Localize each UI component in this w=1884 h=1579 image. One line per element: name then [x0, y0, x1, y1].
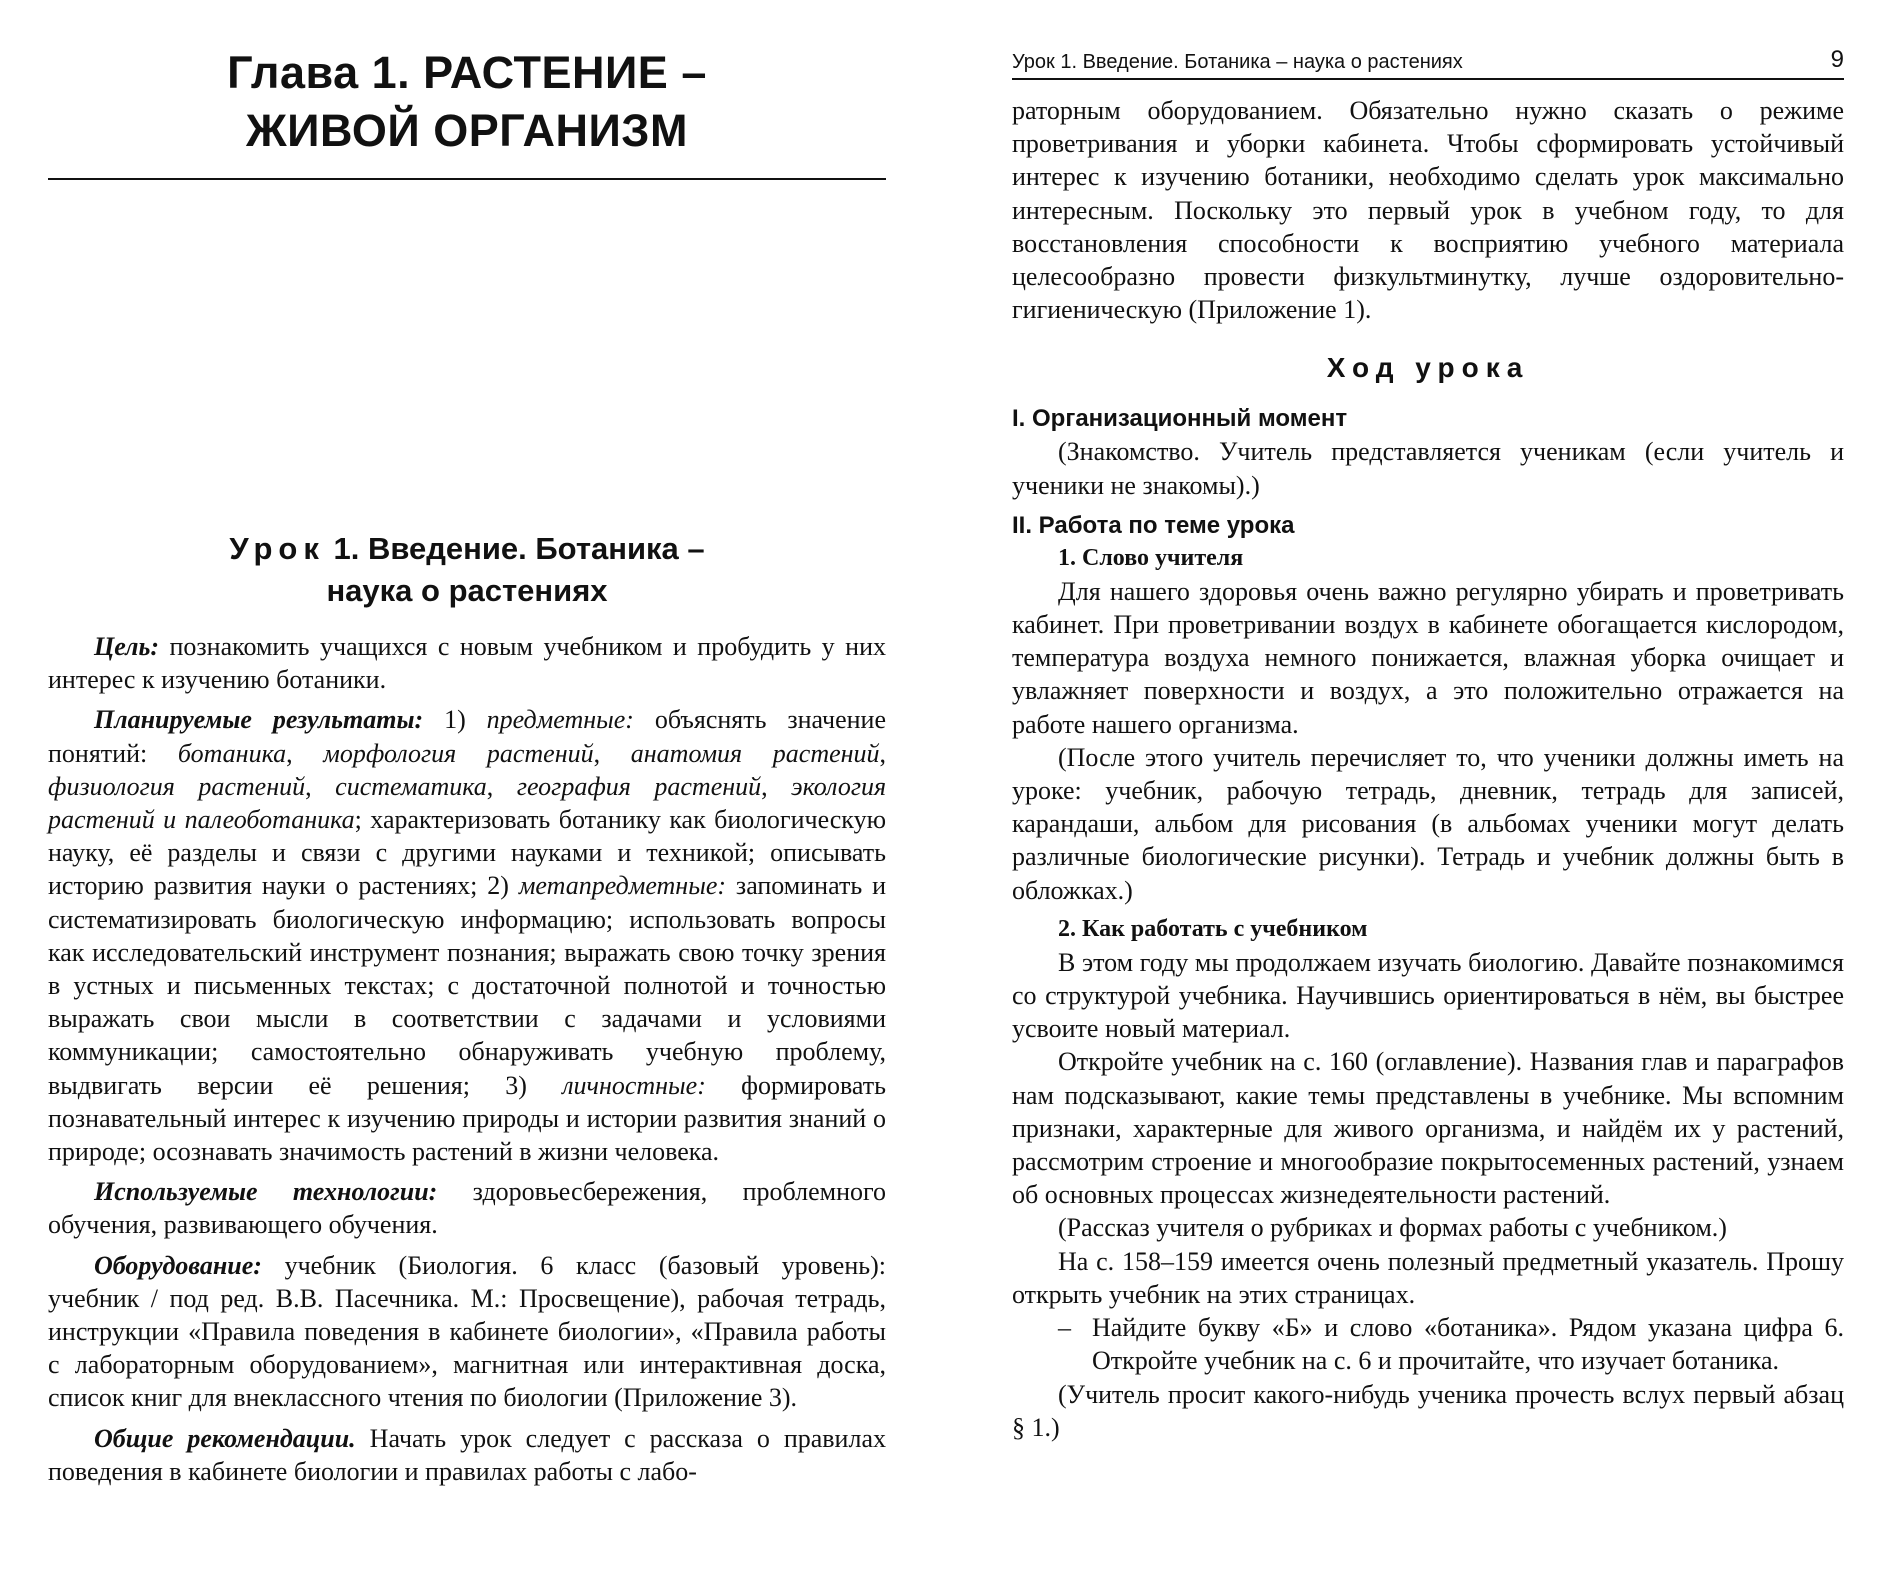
- technologies-paragraph: [48, 1175, 886, 1241]
- subsection-1-heading: 1. Слово учителя: [1058, 544, 1244, 571]
- results-text: ,: [305, 771, 336, 801]
- results-italic: метапредметные:: [518, 871, 727, 901]
- equipment-text: учебник (Биология. 6 класс (базовый уровень): учебник / под ред. В.В. Пасечника. М.: Просвещение), рабочая тетрадь, инструкции «Правила поведения в кабинете биологии», «Правила работы с лабораторным оборудованием», магнитная или интерактивная доска, список книг для внеклассного чтения по биологии (Приложение 3).: [48, 1250, 886, 1413]
- chapter-title-line-2: ЖИВОЙ ОРГАНИЗМ: [246, 105, 688, 156]
- results-italic: систематика: [335, 771, 487, 801]
- results-italic: личностные:: [562, 1070, 706, 1100]
- goal-label: Цель:: [94, 632, 159, 661]
- results-text: ,: [761, 771, 792, 801]
- dash-marker: –: [1058, 1313, 1071, 1343]
- subsection-2-paragraph: В этом году мы продолжаем изучать биологию. Давайте познакомимся со структурой учебника. Научившись ориентироваться в нём, вы быстрее усвоите новый материал.: [1012, 947, 1844, 1044]
- results-text: 1): [423, 705, 487, 735]
- page-number: 9: [1830, 46, 1844, 73]
- equipment-paragraph: [48, 1249, 886, 1415]
- section-2-heading: II. Работа по теме урока: [1012, 511, 1295, 539]
- results-text: ,: [286, 738, 324, 768]
- results-text: ; характеризовать ботанику как биологическую науку, её разделы и связи с другими науками и техникой; описывать историю развития науки о растениях; 2): [48, 805, 886, 901]
- results-text: формировать познавательный интерес к изучению природы и истории развития знаний о природе; осознавать значимость растений в жизни человека.: [48, 1070, 886, 1167]
- recommendations-text: Начать урок следует с рассказа о правилах поведения в кабинете биологии и правилах работы с лабо-: [48, 1423, 886, 1486]
- results-text: ,: [879, 738, 887, 768]
- lesson-title: [48, 528, 886, 612]
- results-label: Планируемые результаты:: [94, 705, 424, 735]
- recommendations-paragraph: [48, 1422, 886, 1488]
- results-italic: анатомия растений: [630, 738, 880, 768]
- chapter-title-line-1: Глава 1. РАСТЕНИЕ –: [227, 47, 707, 98]
- subsection-2-heading: 2. Как работать с учебником: [1058, 915, 1368, 942]
- continuation-paragraph: раторным оборудованием. Обязательно нужно сказать о режиме проветривания и уборки кабинета. Чтобы сформировать устойчивый интерес к изучению ботаники, необходимо сделать урок максимально интересным. Поскольку это первый урок в учебном году, то для восстановления способности к восприятию учебного материала целесообразно провести физкультминутку, лучше оздоровительно-гигиеническую (Приложение 1).: [1012, 96, 1844, 325]
- technologies-label: Используемые технологии:: [94, 1177, 438, 1207]
- results-italic: география растений: [516, 771, 762, 801]
- results-text: ,: [486, 771, 517, 801]
- dash-item-text: Найдите букву «Б» и слово «ботаника». Рядом указана цифра 6. Откройте учебник на с. 6 и прочитайте, что изучает ботаника.: [1092, 1313, 1844, 1376]
- subsection-2-paragraph: На с. 158–159 имеется очень полезный предметный указатель. Прошу открыть учебник на этих страницах.: [1012, 1246, 1844, 1309]
- lesson-title-prefix: Урок: [229, 531, 325, 566]
- running-head-title: Урок 1. Введение. Ботаника – наука о растениях: [1012, 51, 1463, 73]
- left-page: [48, 0, 886, 1495]
- results-italic: ботаника: [177, 738, 287, 768]
- section-1-heading: I. Организационный момент: [1012, 405, 1348, 433]
- goal-text: познакомить учащихся с новым учебником и пробудить у них интерес к изучению ботаники.: [48, 632, 886, 695]
- results-text: ,: [593, 738, 631, 768]
- subsection-1-paragraph: (После этого учитель перечисляет то, что ученики должны иметь на уроке: учебник, рабочую тетрадь, дневник, тетрадь для записей, карандаши, альбом для рисования (в альбомах ученики могут делать различные биологические рисунки). Тетрадь и учебник должны быть в обложках.): [1012, 742, 1844, 905]
- lesson-title-line-2: наука о растениях: [326, 573, 608, 608]
- technologies-text: здоровьесбережения, проблемного обучения, развивающего обучения.: [48, 1177, 886, 1240]
- subsection-2-paragraph: Откройте учебник на с. 160 (оглавление). Названия глав и параграфов нам подсказывают, какие темы представлены в учебнике. Мы вспомним признаки, характерные для живого организма, и найдём их у растений, рассмотрим строение и многообразие покрытосеменных растений, узнаем об основных процессах жизнедеятельности растений.: [1012, 1047, 1844, 1210]
- equipment-label: Оборудование:: [94, 1250, 262, 1280]
- results-italic: морфология растений: [323, 738, 594, 768]
- lesson-flow-heading: Ход урока: [1326, 352, 1530, 384]
- results-text: запоминать и систематизировать биологическую информацию; использовать вопросы как исследовательский инструмент познания; выражать свою точку зрения в устных и письменных текстах; с достаточной полнотой и точностью выражать свои мысли в соответствии с задачами и условиями коммуникации; самостоятельно обнаруживать учебную проблему, выдвигать версии её решения; 3): [48, 871, 886, 1100]
- results-italic: экология растений и палеоботаника: [48, 771, 887, 835]
- subsection-2-paragraph: (Учитель просит какого-нибудь ученика прочесть вслух первый абзац § 1.): [1012, 1379, 1844, 1442]
- results-paragraph: [48, 703, 886, 1168]
- chapter-rule: [48, 178, 886, 180]
- running-head: [1012, 0, 1844, 80]
- results-text: объяснять значение понятий:: [48, 705, 886, 768]
- dash-list-item: [1012, 1311, 1844, 1377]
- chapter-title: [48, 44, 886, 160]
- subsection-1-paragraph: Для нашего здоровья очень важно регулярно убирать и проветривать кабинет. При проветривании воздух в кабинете обогащается кислородом, температура воздуха немного понижается, влажная уборка очищает и увлажняет поверхности и воздух, а это положительно отражается на работе нашего организма.: [1012, 576, 1844, 739]
- recommendations-label: Общие рекомендации.: [94, 1423, 356, 1453]
- subsection-2-paragraph: (Рассказ учителя о рубриках и формах работы с учебником.): [1058, 1213, 1727, 1243]
- results-italic: предметные:: [486, 705, 634, 735]
- right-page: [1012, 0, 1844, 1444]
- section-1-text: (Знакомство. Учитель представляется ученикам (если учитель и ученики не знакомы).): [1012, 437, 1844, 500]
- goal-paragraph: [48, 630, 886, 696]
- results-italic: физиология растений: [48, 771, 306, 801]
- lesson-title-rest: 1. Введение. Ботаника –: [324, 531, 705, 566]
